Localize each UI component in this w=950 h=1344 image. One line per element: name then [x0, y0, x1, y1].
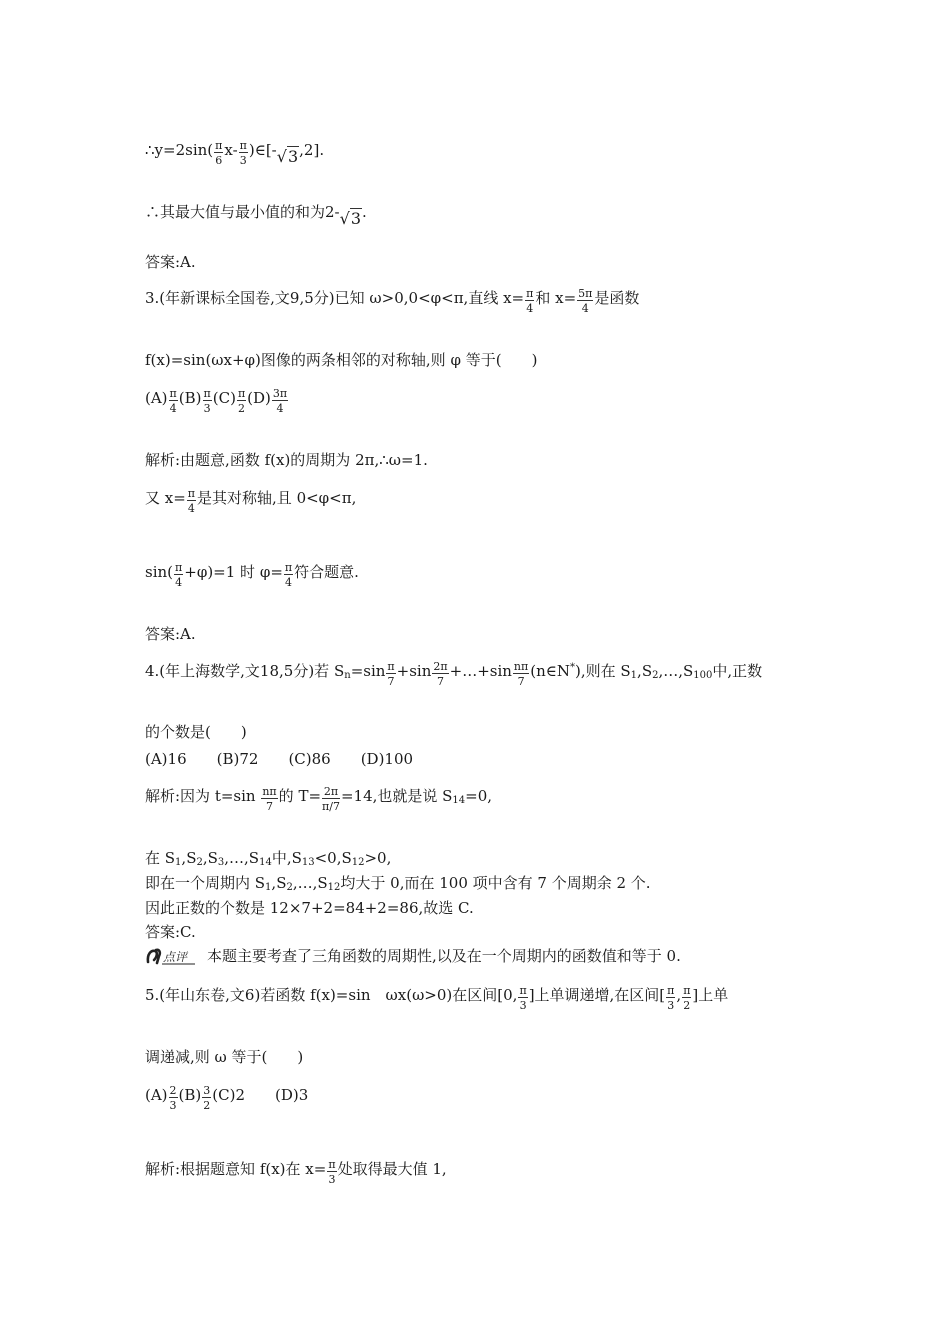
- text: ,S: [271, 874, 287, 892]
- numerator: π: [387, 660, 395, 673]
- fraction: [577, 288, 593, 315]
- subscript: 12: [351, 857, 365, 868]
- text: ,S: [202, 849, 218, 867]
- text: (D): [247, 389, 271, 407]
- numerator: nπ: [513, 660, 529, 673]
- line-1: [145, 140, 324, 167]
- fraction: [261, 786, 277, 813]
- line-3: 答案:A.: [145, 253, 196, 271]
- denominator: 4: [169, 402, 177, 415]
- text: >0,: [364, 849, 392, 867]
- text: sin(: [145, 563, 174, 581]
- numerator: nπ: [262, 785, 277, 798]
- fraction: [169, 1085, 178, 1112]
- subscript: 14: [452, 795, 466, 806]
- fraction: [525, 288, 534, 315]
- subscript: 2: [652, 670, 659, 681]
- fraction: [239, 140, 248, 167]
- line-5: f(x)=sin(ωx+φ)图像的两条相邻的对称轴,则 φ 等于( ): [145, 351, 538, 369]
- denominator: 4: [526, 302, 534, 315]
- denominator: 2: [203, 1099, 211, 1112]
- subscript: 2: [196, 857, 203, 868]
- text: 在 S: [145, 849, 176, 867]
- numerator: 2π: [433, 660, 448, 673]
- line-4: [145, 288, 639, 315]
- fraction: [682, 985, 691, 1012]
- text: ),则在 S: [575, 662, 631, 680]
- line-9: [145, 562, 359, 589]
- subscript: 1: [630, 670, 638, 681]
- denominator: 3: [328, 1173, 336, 1186]
- numerator: 3π: [272, 387, 288, 400]
- numerator: π: [239, 139, 247, 152]
- denominator: 7: [387, 675, 395, 688]
- numerator: 2π: [323, 785, 339, 798]
- numerator: π: [237, 387, 246, 400]
- text: =14,也就是说 S: [340, 787, 453, 805]
- text: 符合题意.: [294, 563, 359, 581]
- numerator: π: [175, 561, 183, 574]
- line-2: [145, 202, 367, 229]
- text: 是其对称轴,且 0<φ<π,: [197, 489, 357, 507]
- text: (A): [145, 1086, 168, 1104]
- line-7: 解析:由题意,函数 f(x)的周期为 2π,∴ω=1.: [145, 451, 428, 469]
- denominator: 4: [285, 576, 293, 589]
- text: 中,S: [271, 849, 302, 867]
- text: +sin: [396, 662, 432, 680]
- denominator: 3: [169, 1099, 177, 1112]
- subscript: 100: [693, 670, 713, 681]
- fraction: [284, 562, 293, 589]
- denominator: 4: [581, 302, 589, 315]
- text: ]上单调递增,在区间[: [528, 986, 666, 1004]
- denominator: 3: [519, 999, 527, 1012]
- text: 的 T=: [278, 787, 322, 805]
- fraction: [272, 388, 288, 415]
- text: (B): [178, 1086, 202, 1104]
- text: (B): [178, 389, 202, 407]
- line-13: (A)16 (B)72 (C)86 (D)100: [145, 750, 414, 768]
- logo-text: 点评: [163, 950, 188, 964]
- text: 即在一个周期内 S: [145, 874, 266, 892]
- text: .: [362, 203, 367, 221]
- fraction: [386, 661, 395, 688]
- denominator: π/7: [322, 800, 340, 813]
- text: (A): [145, 389, 168, 407]
- numerator: π: [215, 139, 223, 152]
- fraction: [203, 388, 212, 415]
- text: ,2].: [299, 141, 325, 159]
- numerator: π: [328, 1158, 336, 1171]
- line-16: [145, 873, 651, 893]
- text: =0,: [465, 787, 493, 805]
- text: 均大于 0,而在 100 项中含有 7 个周期余 2 个.: [340, 874, 651, 892]
- text: 4.(年上海数学,文18,5分)若 S: [145, 662, 345, 680]
- subscript: n: [344, 670, 351, 681]
- line-19: [145, 946, 681, 968]
- fraction: [432, 661, 448, 688]
- fraction: [202, 1085, 211, 1112]
- subscript: 1: [175, 857, 182, 868]
- denominator: 7: [266, 800, 273, 813]
- fraction: [237, 388, 246, 415]
- denominator: 7: [437, 675, 444, 688]
- line-10: 答案:A.: [145, 625, 196, 643]
- subscript: 2: [286, 882, 293, 893]
- text: 是函数: [594, 289, 640, 307]
- line-6: [145, 388, 289, 415]
- radicand: 3: [350, 209, 362, 228]
- fraction: [666, 985, 675, 1012]
- numerator: π: [683, 984, 691, 997]
- line-8: [145, 488, 356, 515]
- denominator: 4: [187, 502, 195, 515]
- line-20: [145, 985, 728, 1012]
- denominator: 2: [238, 402, 246, 415]
- fraction: [187, 488, 196, 515]
- text: x-: [224, 141, 238, 159]
- fraction: [169, 388, 178, 415]
- denominator: 3: [667, 999, 675, 1012]
- numerator: π: [526, 287, 534, 300]
- line-17: 因此正数的个数是 12×7+2=84+2=86,故选 C.: [145, 899, 474, 917]
- denominator: 2: [683, 999, 691, 1012]
- subscript: 12: [327, 882, 341, 893]
- superscript: *: [570, 662, 575, 673]
- text: 中,正数: [712, 662, 763, 680]
- text: ∴其最大值与最小值的和为2-: [145, 203, 340, 221]
- numerator: 2: [169, 1084, 177, 1097]
- numerator: 3: [203, 1084, 211, 1097]
- sqrt: √3: [339, 209, 362, 228]
- sqrt: √3: [276, 147, 299, 166]
- line-18: 答案:C.: [145, 923, 196, 941]
- text: 解析:因为 t=sin: [145, 787, 261, 805]
- numerator: π: [169, 387, 177, 400]
- fraction: [214, 140, 223, 167]
- denominator: 4: [175, 576, 183, 589]
- text: 和 x=: [535, 289, 577, 307]
- text: ,S: [637, 662, 653, 680]
- numerator: π: [519, 984, 527, 997]
- text: 处取得最大值 1,: [337, 1160, 447, 1178]
- text: 又 x=: [145, 489, 186, 507]
- numerator: 5π: [578, 287, 593, 300]
- text: ,…,S: [224, 849, 260, 867]
- denominator: 4: [276, 402, 284, 415]
- numerator: π: [203, 387, 211, 400]
- numerator: π: [187, 487, 196, 500]
- line-23: [145, 1159, 447, 1186]
- fraction: [322, 786, 340, 813]
- text: ∴y=2sin(: [145, 141, 214, 159]
- comment-logo-icon: [145, 946, 197, 968]
- line-11: [145, 661, 762, 688]
- line-15: [145, 848, 391, 868]
- radicand: 3: [287, 147, 299, 166]
- text: (C): [212, 389, 236, 407]
- text: =sin: [350, 662, 386, 680]
- line-21: 调递减,则 ω 等于( ): [145, 1048, 304, 1066]
- text: +φ)=1 时 φ=: [184, 563, 283, 581]
- fraction: [327, 1159, 336, 1186]
- text: ,…,S: [658, 662, 694, 680]
- text: +…+sin: [449, 662, 512, 680]
- subscript: 3: [217, 857, 225, 868]
- fraction: [513, 661, 529, 688]
- fraction: [174, 562, 183, 589]
- line-22: [145, 1085, 308, 1112]
- denominator: 6: [215, 154, 223, 167]
- text: ,S: [181, 849, 197, 867]
- subscript: 14: [259, 857, 272, 868]
- numerator: π: [667, 984, 675, 997]
- line-12: 的个数是( ): [145, 723, 247, 741]
- text: ,…,S: [292, 874, 328, 892]
- text: 3.(年新课标全国卷,文9,5分)已知 ω>0,0<φ<π,直线 x=: [145, 289, 525, 307]
- text: (n∈N: [530, 662, 570, 680]
- text: )∈[-: [248, 141, 277, 159]
- denominator: 3: [203, 402, 211, 415]
- text: ,: [676, 986, 682, 1004]
- text: 5.(年山东卷,文6)若函数 f(x)=sin ωx(ω>0)在区间[0,: [145, 986, 518, 1004]
- text: <0,S: [314, 849, 352, 867]
- fraction: [518, 985, 527, 1012]
- text: 本题主要考查了三角函数的周期性,以及在一个周期内的函数值和等于 0.: [207, 947, 681, 965]
- denominator: 7: [517, 675, 525, 688]
- subscript: 1: [265, 882, 272, 893]
- denominator: 3: [239, 154, 247, 167]
- text: ]上单: [692, 986, 729, 1004]
- line-14: [145, 786, 492, 813]
- text: (C)2 (D)3: [212, 1086, 309, 1104]
- numerator: π: [284, 561, 293, 574]
- subscript: 13: [301, 857, 315, 868]
- text: 解析:根据题意知 f(x)在 x=: [145, 1160, 327, 1178]
